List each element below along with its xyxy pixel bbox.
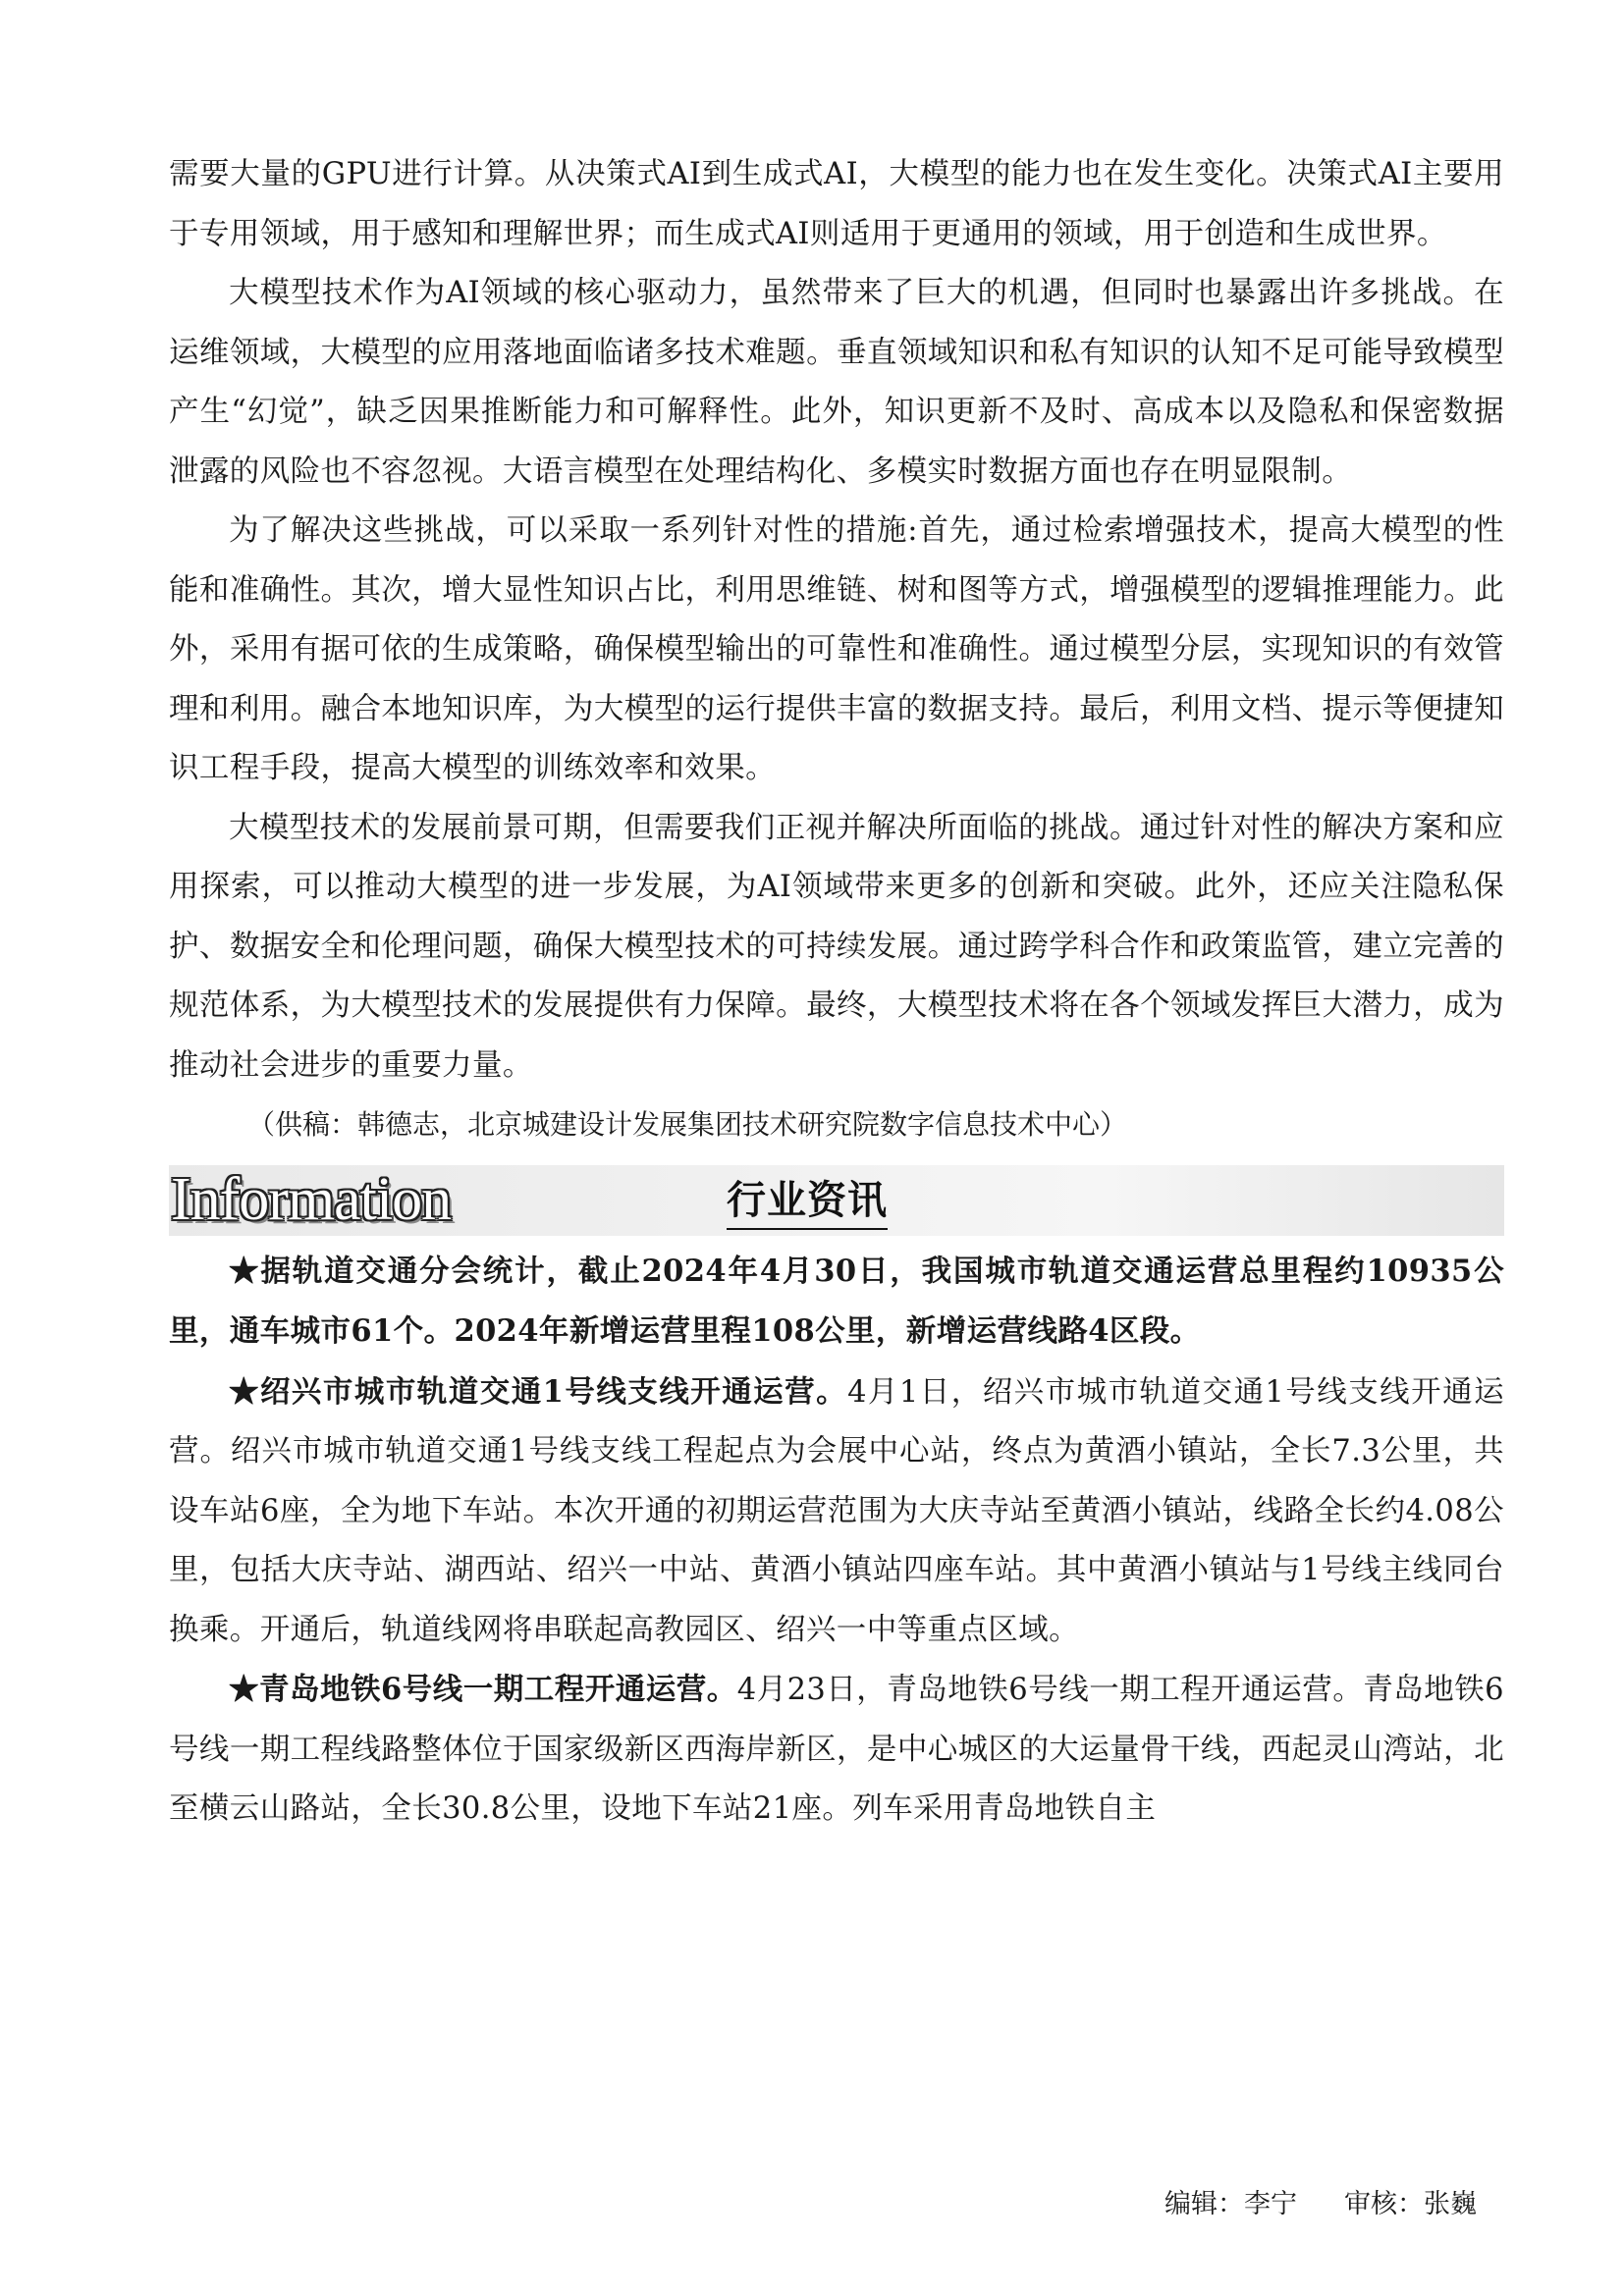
footer-reviewer: 审核：张巍 [1344,2189,1477,2219]
news-item-3-headline: ★青岛地铁6号线一期工程开通运营。 [229,1672,737,1707]
news-item-1-headline: ★据轨道交通分会统计，截止2024年4月30日，我国城市轨道交通运营总里程约10935公里，通车城市61个。2024年新增运营里程108公里，新增运营线路4区段。 [169,1253,1504,1349]
article-paragraph-2: 大模型技术作为AI领域的核心驱动力，虽然带来了巨大的机遇，但同时也暴露出许多挑战。在运维领域，大模型的应用落地面临诸多技术难题。垂直领域知识和私有知识的认知不足可能导致模型产生“幻觉”，缺乏因果推断能力和可解释性。此外，知识更新不及时、高成本以及隐私和保密数据泄露的风险也不容忽视。大语言模型在处理结构化、多模实时数据方面也存在明显限制。 [169,276,1504,489]
footer-editor: 编辑：李宁 [1164,2189,1297,2219]
banner-chinese-title: 行业资讯 [727,1175,888,1230]
news-item-3 [169,1660,1504,1840]
page-content [169,145,1504,1840]
news-item-2-headline: ★绍兴市城市轨道交通1号线支线开通运营。 [229,1373,848,1410]
banner-english-title: Information [171,1165,452,1233]
article-paragraph-1: 需要大量的GPU进行计算。从决策式AI到生成式AI，大模型的能力也在发生变化。决策式AI主要用于专用领域，用于感知和理解世界；而生成式AI则适用于更通用的领域，用于创造和生成世界。 [169,157,1504,251]
news-item-2 [169,1362,1504,1661]
news-item-2-body: 4月1日，绍兴市城市轨道交通1号线支线开通运营。绍兴市城市轨道交通1号线支线工程起点为会展中心站，终点为黄酒小镇站，全长7.3公里，共设车站6座，全为地下车站。本次开通的初期运营范围为大庆寺站至黄酒小镇站，线路全长约4.08公里，包括大庆寺站、湖西站、绍兴一中站、黄酒小镇站四座车站。其中黄酒小镇站与1号线主线同台换乘。开通后，轨道线网将串联起高教园区、绍兴一中等重点区域。 [169,1374,1504,1647]
article-paragraph-3: 为了解决这些挑战，可以采取一系列针对性的措施:首先，通过检索增强技术，提高大模型的性能和准确性。其次，增大显性知识占比，利用思维链、树和图等方式，增强模型的逻辑推理能力。此外，采用有据可依的生成策略，确保模型输出的可靠性和准确性。通过模型分层，实现知识的有效管理和利用。融合本地知识库，为大模型的运行提供丰富的数据支持。最后，利用文档、提示等便捷知识工程手段，提高大模型的训练效率和效果。 [169,513,1504,785]
article-paragraph-4: 大模型技术的发展前景可期，但需要我们正视并解决所面临的挑战。通过针对性的解决方案和应用探索，可以推动大模型的进一步发展，为AI领域带来更多的创新和突破。此外，还应关注隐私保护、数据安全和伦理问题，确保大模型技术的可持续发展。通过跨学科合作和政策监管，建立完善的规范体系，为大模型技术的发展提供有力保障。最终，大模型技术将在各个领域发挥巨大潜力，成为推动社会进步的重要力量。 [169,810,1504,1083]
news-item-1 [169,1242,1504,1362]
section-banner [169,1165,1504,1236]
page-footer [1164,2185,1477,2224]
article-credit: （供稿：韩德志，北京城建设计发展集团技术研究院数字信息技术中心） [247,1108,1128,1141]
news-item-3-body: 4月23日，青岛地铁6号线一期工程开通运营。青岛地铁6号线一期工程线路整体位于国家级新区西海岸新区，是中心城区的大运量骨干线，西起灵山湾站，北至横云山路站，全长30.8公里，设地下车站21座。列车采用青岛地铁自主 [169,1673,1504,1826]
